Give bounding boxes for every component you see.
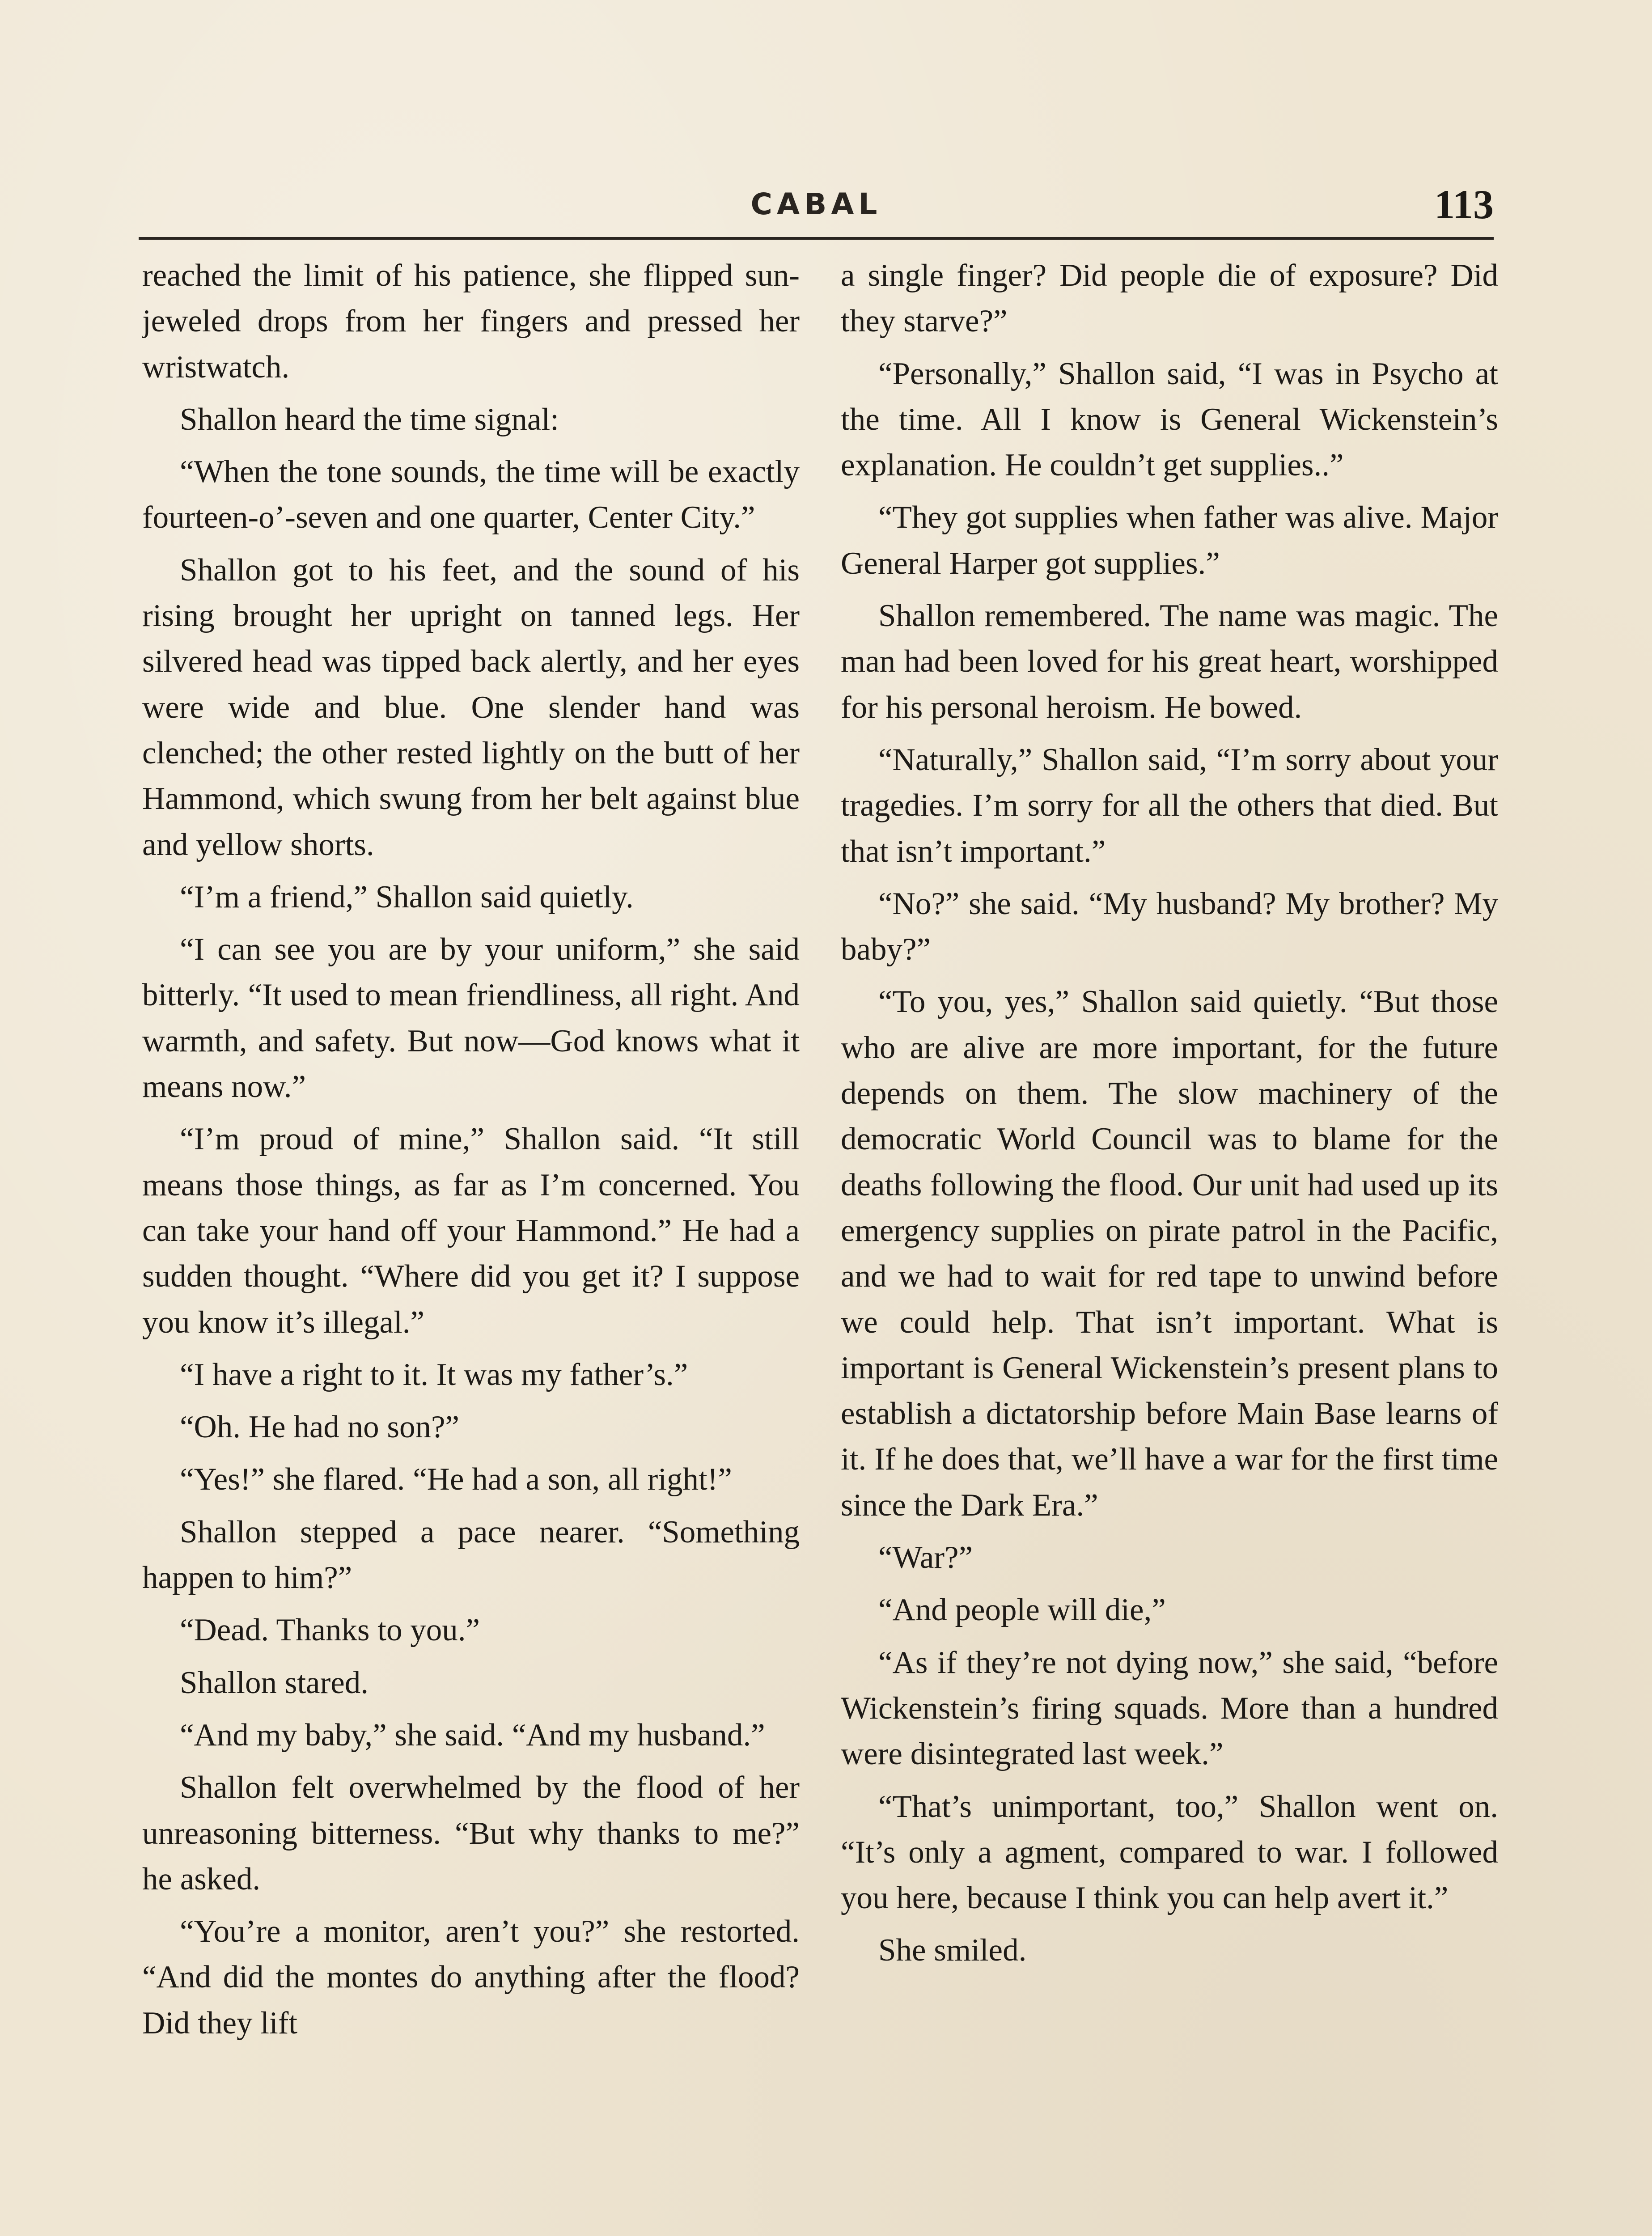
- page-header: [139, 179, 1494, 240]
- paragraph: “Naturally,” Shallon said, “I’m sorry about your tragedies. I’m sorry for all the others that died. But that isn’t important.”: [841, 742, 1498, 869]
- paragraph: “Oh. He had no son?”: [180, 1410, 459, 1445]
- left-column: [142, 253, 800, 2236]
- paragraph: “No?” she said. “My husband? My brother? My baby?”: [841, 886, 1498, 967]
- paragraph: Shallon heard the time signal:: [180, 402, 559, 437]
- paragraph: “Yes!” she flared. “He had a son, all right!”: [180, 1462, 732, 1497]
- paragraph: She smiled.: [878, 1933, 1027, 1968]
- page-number: 113: [1434, 182, 1494, 227]
- paragraph: “They got supplies when father was alive. Major General Harper got supplies.”: [841, 500, 1498, 581]
- paragraph: “I’m proud of mine,” Shallon said. “It still means those things, as far as I’m concerned. You can take your hand off your Hammond.” He had a sudden thought. “Where did you get it? I suppose you know it’s illegal.”: [142, 1122, 800, 1340]
- paragraph: “You’re a monitor, aren’t you?” she restorted. “And did the montes do anything after the flood? Did they lift: [142, 1914, 800, 2041]
- paragraph: “That’s unimportant, too,” Shallon went on. “It’s only a agment, compared to war. I followed you here, because I think you can help avert it.”: [841, 1789, 1498, 1916]
- paragraph: “To you, yes,” Shallon said quietly. “But those who are alive are more important, for the future depends on them. The slow machinery of the democratic World Council was to blame for the deaths following the flood. Our unit had used up its emergency supplies on pirate patrol in the Pacific, and we had to wait for red tape to unwind before we could help. That isn’t important. What is important is General Wickenstein’s present plans to establish a dictatorship before Main Base learns of it. If he does that, we’ll have a war for the first time since the Dark Era.”: [841, 984, 1498, 1523]
- paragraph: “Dead. Thanks to you.”: [180, 1613, 480, 1648]
- paragraph: a single finger? Did people die of exposure? Did they starve?”: [841, 258, 1498, 339]
- paragraph: Shallon remembered. The name was magic. The man had been loved for his great heart, worshipped for his personal heroism. He bowed.: [841, 598, 1498, 725]
- right-column: [841, 253, 1498, 2236]
- paragraph: “I have a right to it. It was my father’s.”: [180, 1357, 688, 1392]
- paragraph: “Personally,” Shallon said, “I was in Psycho at the time. All I know is General Wickenstein’s explanation. He couldn’t get supplies..”: [841, 356, 1498, 483]
- paragraph: “I’m a friend,” Shallon said quietly.: [180, 879, 634, 915]
- paragraph: Shallon got to his feet, and the sound of his rising brought her upright on tanned legs. Her silvered head was tipped back alertly, and her eyes were wide and blue. One slender hand was clenched; the other rested lightly on the butt of her Hammond, which swung from her belt against blue and yellow shorts.: [142, 552, 800, 862]
- paragraph: “And people will die,”: [878, 1592, 1166, 1628]
- paragraph: “War?”: [878, 1540, 973, 1575]
- paragraph: “And my baby,” she said. “And my husband.”: [180, 1717, 765, 1753]
- paragraph: “As if they’re not dying now,” she said, “before Wickenstein’s firing squads. More than a hundred were disintegrated last week.”: [841, 1645, 1498, 1772]
- paragraph: Shallon stepped a pace nearer. “Something happen to him?”: [142, 1514, 800, 1596]
- paragraph: Shallon stared.: [180, 1665, 369, 1700]
- running-head: CABAL: [750, 187, 882, 221]
- paragraph: reached the limit of his patience, she flipped sun-jeweled drops from her fingers and pressed her wristwatch.: [142, 258, 800, 385]
- paragraph: “When the tone sounds, the time will be exactly fourteen-o’-seven and one quarter, Center City.”: [142, 454, 800, 535]
- paragraph: Shallon felt overwhelmed by the flood of her unreasoning bitterness. “But why thanks to me?” he asked.: [142, 1770, 800, 1897]
- paragraph: “I can see you are by your uniform,” she said bitterly. “It used to mean friendliness, all right. And warmth, and safety. But now—God knows what it means now.”: [142, 932, 800, 1105]
